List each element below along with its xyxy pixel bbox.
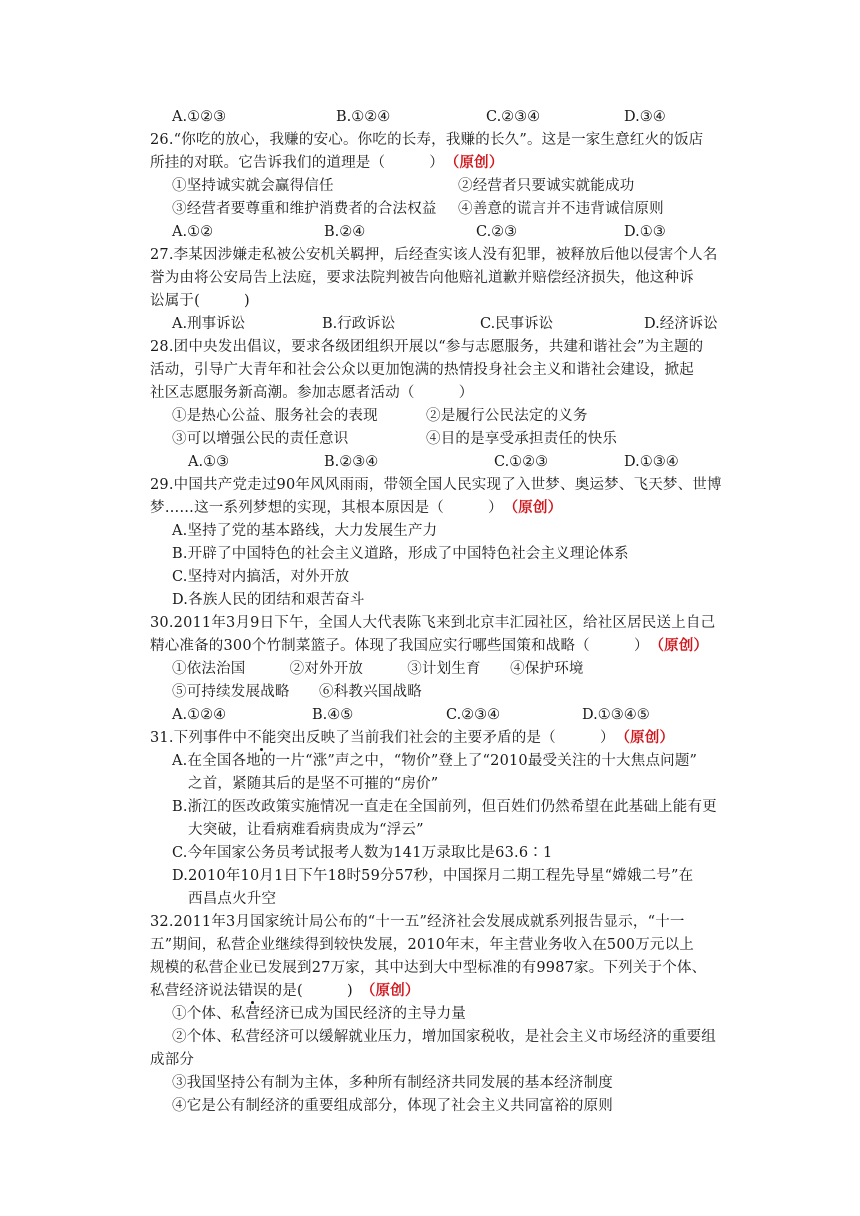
q26-item-2: ②经营者只要诚实就能成功 (458, 178, 635, 194)
choice-a: A.①③ (188, 454, 230, 470)
q32-item-3: ③我国坚持公有制为主体，多种所有制经济共同发展的基本经济制度 (172, 1075, 613, 1091)
q28-item-2: ②是履行公民法定的义务 (426, 408, 588, 424)
q28-item-1: ①是热心公益、服务社会的表现 (172, 408, 378, 424)
choice-a: A.①② (172, 224, 214, 240)
choice-d: D.③④ (624, 109, 666, 125)
q29-choice-b: B.开辟了中国特色的社会主义道路，形成了中国特色社会主义理论体系 (172, 546, 629, 562)
q30-choices (172, 705, 732, 725)
q30-stem-line2: 精心准备的300个竹制菜篮子。体现了我国应实行哪些国策和战略（ ） （原创） (150, 637, 709, 654)
choice-a: A.刑事诉讼 (172, 316, 246, 332)
q29-stem-line2: 梦……这一系列梦想的实现，其根本原因是（ ） （原创） (150, 499, 563, 516)
q30-items-row2: ⑤可持续发展战略 ⑥科教兴国战略 (172, 684, 422, 700)
choice-c: C.②③ (476, 224, 518, 240)
q32-stem-line3: 规模的私营企业已发展到27万家，其中达到大中型标准的有9987家。下列关于个体、 (150, 960, 707, 976)
choice-d: D.①③ (624, 224, 666, 240)
choice-b: B.行政诉讼 (322, 316, 396, 332)
original-tag: （原创） (452, 154, 504, 171)
q29-choice-a: A.坚持了党的基本路线，大力发展生产力 (172, 523, 438, 539)
q32-item-1: ①个体、私营经济已成为国民经济的主导力量 (172, 1006, 466, 1022)
choice-b: B.②④ (324, 224, 366, 240)
q27-stem-line2: 誉为由将公安局告上法庭，要求法院判被告向他赔礼道歉并赔偿经济损失，他这种诉 (150, 270, 694, 286)
q29-choice-d: D.各族人民的团结和艰苦奋斗 (172, 592, 365, 608)
q31-choice-a-line2: 之首，紧随其后的是坚不可摧的“房价” (188, 776, 439, 792)
choice-d: D.①③④⑤ (582, 707, 650, 723)
q31-choice-b-line2: 大突破，让看病难看病贵成为“浮云” (188, 822, 424, 838)
q32-stem-line2: 五”期间，私营企业继续得到较快发展，2010年末，年主营业务收入在500万元以上 (150, 937, 694, 953)
q32-item-4: ④它是公有制经济的重要组成部分，体现了社会主义共同富裕的原则 (172, 1098, 613, 1114)
q28-stem-line3: 社区志愿服务新高潮。参加志愿者活动（ ） (150, 385, 474, 401)
q31-choice-c: C.今年国家公务员考试报考人数为141万录取比是63.6∶1 (172, 845, 553, 861)
emphasized-text: 错误 (238, 983, 268, 999)
q31-choice-d-line2: 西昌点火升空 (188, 891, 277, 907)
q29-choice-c: C.坚持对内搞活，对外开放 (172, 569, 350, 585)
q26-item-3: ③经营者要尊重和维护消费者的合法权益 (172, 201, 437, 217)
choice-c: C.②③④ (486, 109, 541, 125)
choice-c: C.②③④ (446, 707, 501, 723)
q32-stem-line1: 32.2011年3月国家统计局公布的“十一五”经济社会发展成就系列报告显示，“十一 (150, 914, 685, 930)
q28-stem-line2: 活动，引导广大青年和社会公众以更加饱满的热情投身社会主义和谐社会建设，掀起 (150, 362, 694, 378)
q28-choices (188, 452, 748, 472)
q27-stem-line3: 讼属于( ) (150, 293, 250, 309)
q32-item-2-line1: ②个体、私营经济可以缓解就业压力，增加国家税收，是社会主义市场经济的重要组 (172, 1029, 716, 1045)
q31-choice-d-line1: D.2010年10月1日下午18时59分57秒，中国探月二期工程先导星“嫦娥二号”在 (172, 868, 694, 884)
original-tag: （原创） (510, 499, 563, 516)
q26-choices (172, 222, 732, 242)
q26-stem-line2: 所挂的对联。它告诉我们的道理是（ ） （原创） (150, 154, 504, 171)
choice-a: A.①②④ (172, 707, 227, 723)
choice-c: C.①②③ (494, 454, 549, 470)
q31-stem: 31.下列事件中不能突出反映了当前我们社会的主要矛盾的是（ ） （原创） (150, 729, 675, 746)
q30-stem-line1: 30.2011年3月9日下午，全国人大代表陈飞来到北京丰汇园社区，给社区居民送上自己 (150, 615, 716, 631)
original-tag: （原创） (656, 637, 709, 654)
choice-c: C.民事诉讼 (480, 316, 554, 332)
original-tag: （原创） (360, 982, 420, 999)
q27-stem-line1: 27.李某因涉嫌走私被公安机关羁押，后经查实该人没有犯罪，被释放后他以侵害个人名 (150, 247, 718, 263)
emphasized-text: 不能 (247, 730, 277, 746)
q29-stem-line1: 29.中国共产党走过90年风风雨雨，带领全国人民实现了入世梦、奥运梦、飞天梦、世博 (150, 477, 722, 493)
q26-item-1: ①坚持诚实就会赢得信任 (172, 178, 334, 194)
q26-item-4: ④善意的谎言并不违背诚信原则 (458, 201, 664, 217)
choice-d: D.①③④ (624, 454, 679, 470)
q27-choices (172, 314, 732, 334)
choice-b: B.④⑤ (312, 707, 354, 723)
q31-choice-b-line1: B.浙江的医改政策实施情况一直走在全国前列，但百姓们仍然希望在此基础上能有更 (172, 799, 717, 815)
q32-stem-line4: 私营经济说法错误的是( ) （原创） (150, 982, 420, 999)
original-tag: （原创） (622, 729, 675, 746)
choice-d: D.经济诉讼 (644, 316, 718, 332)
q28-item-3: ③可以增强公民的责任意识 (172, 431, 349, 447)
q28-stem-line1: 28.团中央发出倡议，要求各级团组织开展以“参与志愿服务，共建和谐社会”为主题的 (150, 339, 704, 355)
choice-b: B.②③④ (324, 454, 379, 470)
q30-items-row1: ①依法治国 ②对外开放 ③计划生育 ④保护环境 (172, 661, 584, 677)
choice-a: A.①②③ (172, 109, 227, 125)
q28-item-4: ④目的是享受承担责任的快乐 (426, 431, 618, 447)
q26-stem-line1: 26.“你吃的放心，我赚的安心。你吃的长寿，我赚的长久”。这是一家生意红火的饭店 (150, 132, 704, 148)
q32-item-2-line2: 成部分 (150, 1052, 195, 1068)
choice-b: B.①②④ (336, 109, 391, 125)
q31-choice-a-line1: A.在全国各地的一片“涨”声之中，“物价”登上了“2010最受关注的十大焦点问题” (172, 753, 698, 769)
q25-choices (172, 107, 732, 127)
